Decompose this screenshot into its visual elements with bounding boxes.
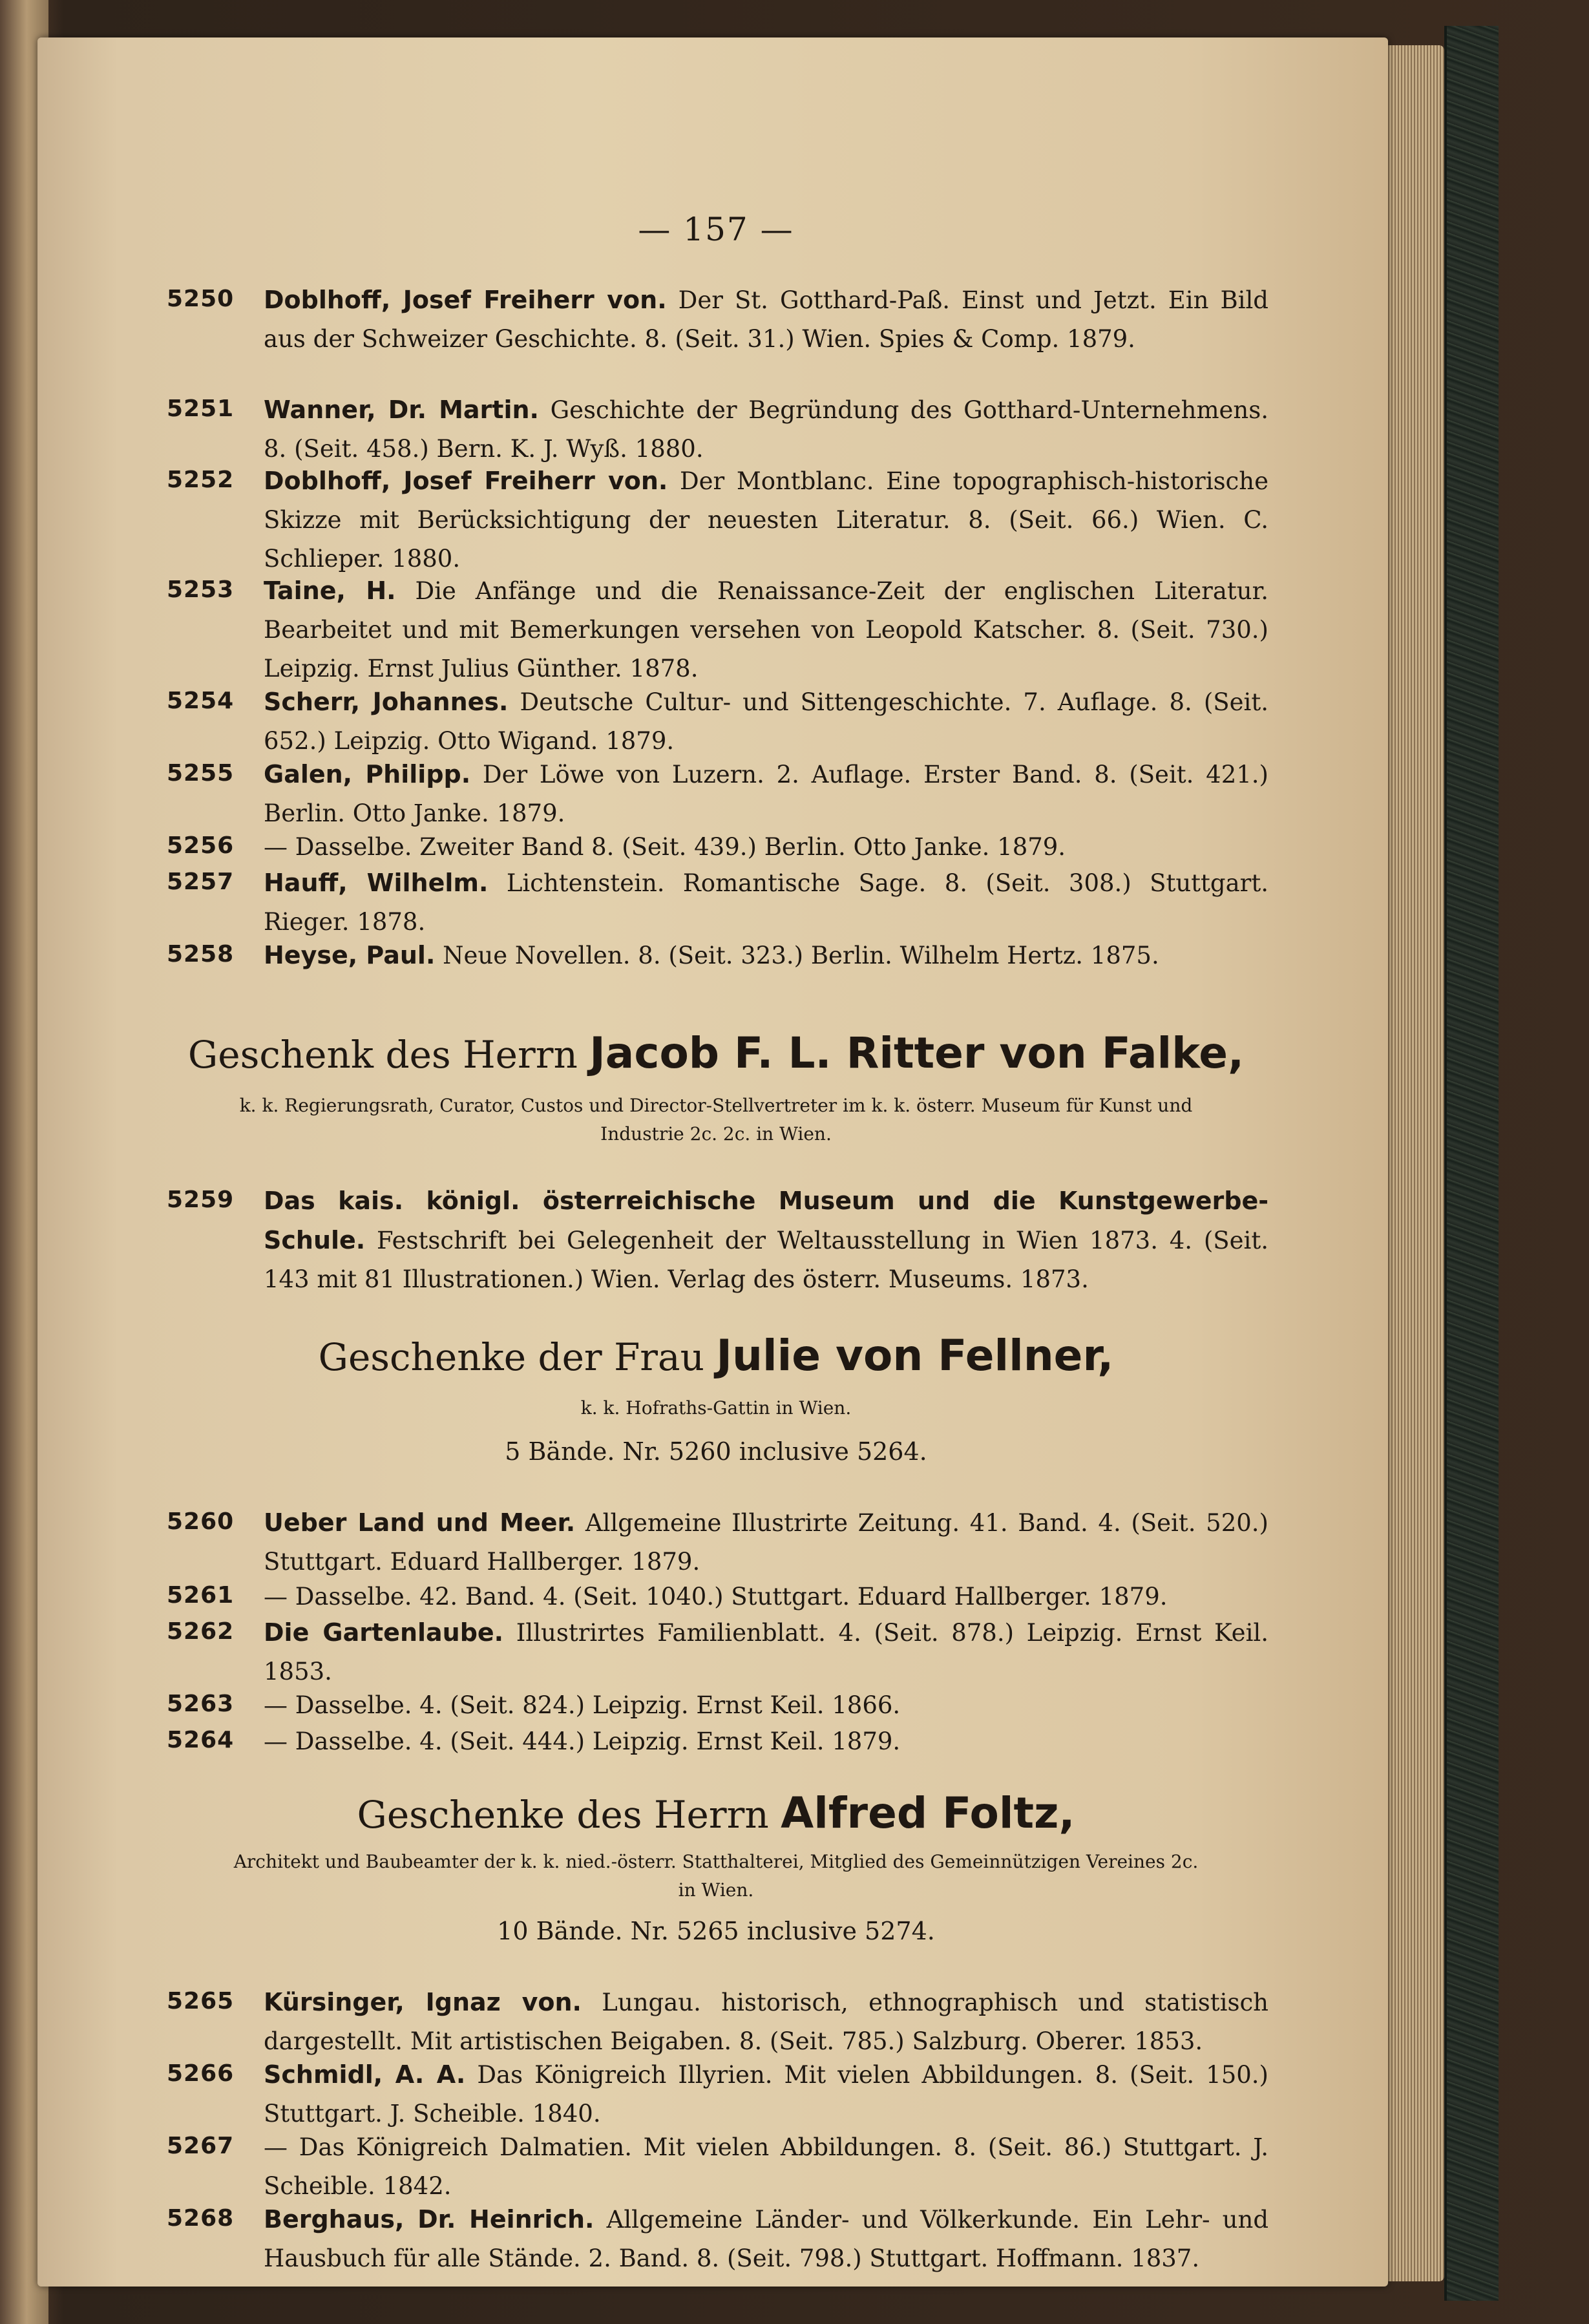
catalog-entry (167, 936, 1265, 975)
book-page (37, 37, 1388, 2287)
catalog-entry (167, 863, 1268, 942)
entry-number: 5251 (167, 396, 235, 422)
entry-author: Doblhoff, Josef Freiherr von. (264, 467, 668, 495)
entry-description: Allgemeine Illustrirte Zeitung. 41. Band. 4. (Seit. 520.) Stuttgart. Eduard Hallberger. 1879. (264, 1509, 1268, 1576)
entry-description: — Das Königreich Dalmatien. Mit vielen Abbildungen. 8. (Seit. 86.) Stuttgart. J. Scheible. 1842. (264, 2133, 1268, 2200)
catalog-entry (167, 280, 1268, 359)
volume-range: 5 Bände. Nr. 5260 inclusive 5264. (505, 1437, 927, 1466)
catalog-entry (167, 827, 1265, 867)
donor-heading-prefix: Geschenk des Herrn (187, 1033, 578, 1077)
catalog-entry (167, 390, 1269, 469)
catalog-entry (167, 571, 1269, 688)
catalog-entry (167, 1722, 1265, 1761)
entry-number: 5263 (167, 1691, 235, 1717)
entry-text (264, 280, 1268, 359)
entry-number: 5262 (167, 1618, 235, 1645)
entry-author: Kürsinger, Ignaz von. (264, 1988, 582, 2016)
entry-number: 5260 (167, 1508, 235, 1535)
entry-author: Die Gartenlaube. (264, 1618, 504, 1647)
catalog-entry (167, 1503, 1268, 1581)
catalog-entry (167, 2055, 1268, 2133)
entry-author: Wanner, Dr. Martin. (264, 396, 539, 424)
catalog-entry (167, 1577, 1265, 1616)
entry-number: 5258 (167, 941, 235, 967)
entry-text (264, 1613, 1268, 1691)
entry-text (264, 461, 1268, 578)
entry-description: Lichtenstein. Romantische Sage. 8. (Seit. 308.) Stuttgart. Rieger. 1878. (264, 869, 1268, 936)
volume-range: 10 Bände. Nr. 5265 inclusive 5274. (497, 1917, 935, 1945)
entry-text (264, 827, 1268, 867)
entry-description: Illustrirtes Familienblatt. 4. (Seit. 878.) Leipzig. Ernst Keil. 1853. (264, 1619, 1268, 1685)
book-cover-edge (1444, 26, 1499, 2301)
entry-text (264, 571, 1268, 688)
donor-title-line: k. k. Hofraths-Gattin in Wien. (580, 1397, 852, 1419)
entry-description: Die Anfänge und die Renaissance-Zeit der englischen Literatur. Bearbeitet und mit Bemerkungen versehen von Leopold Katscher. 8. (Seit. 730.) Leipzig. Ernst Julius Günther. 1878. (264, 577, 1269, 682)
catalog-entry (167, 1685, 1265, 1725)
entry-text (264, 2055, 1268, 2133)
entry-author: Scherr, Johannes. (264, 688, 509, 716)
entry-number: 5255 (167, 760, 235, 787)
entry-description: Geschichte der Begründung des Gotthard-Unternehmens. 8. (Seit. 458.) Bern. K. J. Wyß. 1880. (264, 396, 1269, 463)
entry-text (264, 755, 1268, 833)
donor-title-line: Industrie 2c. 2c. in Wien. (600, 1123, 832, 1145)
page-stack-edge (1383, 45, 1444, 2281)
donor-heading (167, 1028, 1265, 1081)
entry-number: 5268 (167, 2205, 235, 2232)
entry-author: Das kais. königl. österreichische Museum und die Kunstgewerbe-Schule. (264, 1187, 1268, 1254)
donor-heading-prefix: Geschenke des Herrn (357, 1793, 769, 1837)
entry-description: Der Montblanc. Eine topographisch-historische Skizze mit Berücksichtigung der neuesten Literatur. 8. (Seit. 66.) Wien. C. Schlieper. 1880. (264, 467, 1269, 573)
entry-text (264, 1181, 1268, 1299)
entry-description: — Dasselbe. 4. (Seit. 824.) Leipzig. Ernst Keil. 1866. (264, 1691, 901, 1719)
entry-description: Der Löwe von Luzern. 2. Auflage. Erster Band. 8. (Seit. 421.) Berlin. Otto Janke. 1879. (264, 761, 1268, 827)
catalog-entry (167, 1983, 1269, 2061)
entry-description: Neue Novellen. 8. (Seit. 323.) Berlin. Wilhelm Hertz. 1875. (443, 942, 1159, 969)
entry-author: Heyse, Paul. (264, 941, 436, 969)
donor-title-line: in Wien. (678, 1879, 754, 1901)
catalog-entry (167, 2200, 1269, 2278)
entry-text (264, 1577, 1268, 1616)
entry-description: Allgemeine Länder- und Völkerkunde. Ein Lehr- und Hausbuch für alle Stände. 2. Band. 8. (Seit. 798.) Stuttgart. Hoffmann. 1837. (264, 2206, 1269, 2272)
entry-description: Deutsche Cultur- und Sittengeschichte. 7. Auflage. 8. (Seit. 652.) Leipzig. Otto Wigand. 1879. (264, 688, 1268, 755)
entry-description: Der St. Gotthard-Paß. Einst und Jetzt. Ein Bild aus der Schweizer Geschichte. 8. (Seit. 31.) Wien. Spies & Comp. 1879. (264, 286, 1268, 353)
entry-description: Lungau. historisch, ethnographisch und statistisch dargestellt. Mit artistischen Beigaben. 8. (Seit. 785.) Salzburg. Oberer. 1853. (264, 1989, 1269, 2055)
catalog-entry (167, 2128, 1268, 2206)
catalog-entry (167, 682, 1268, 761)
donor-title-line: Architekt und Baubeamter der k. k. nied.-österr. Statthalterei, Mitglied des Gemeinnützigen Vereines 2c. (233, 1851, 1199, 1872)
entry-author: Schmidl, A. A. (264, 2060, 466, 2089)
entry-text (264, 863, 1268, 942)
entry-author: Doblhoff, Josef Freiherr von. (264, 286, 667, 314)
entry-text (264, 1685, 1268, 1725)
entry-author: Taine, H. (264, 576, 396, 605)
catalog-entry (167, 1613, 1268, 1691)
entry-description: — Dasselbe. Zweiter Band 8. (Seit. 439.) Berlin. Otto Janke. 1879. (264, 833, 1066, 861)
donor-name: Alfred Foltz, (781, 1788, 1075, 1838)
catalog-entry (167, 1181, 1268, 1299)
entry-author: Berghaus, Dr. Heinrich. (264, 2205, 595, 2234)
entry-number: 5253 (167, 576, 235, 603)
entry-number: 5257 (167, 869, 235, 895)
entry-text (264, 1503, 1268, 1581)
entry-description: — Dasselbe. 42. Band. 4. (Seit. 1040.) Stuttgart. Eduard Hallberger. 1879. (264, 1583, 1168, 1611)
entry-author: Galen, Philipp. (264, 760, 471, 788)
catalog-entry (167, 755, 1268, 833)
entry-number: 5267 (167, 2133, 235, 2159)
entry-number: 5265 (167, 1988, 235, 2014)
entry-text (264, 1722, 1268, 1761)
entry-author: Ueber Land und Meer. (264, 1508, 576, 1537)
catalog-entry (167, 461, 1269, 578)
donor-heading (167, 1330, 1265, 1383)
donor-name: Jacob F. L. Ritter von Falke, (589, 1028, 1245, 1078)
entry-number: 5252 (167, 467, 235, 493)
entry-author: Hauff, Wilhelm. (264, 869, 489, 897)
entry-number: 5254 (167, 688, 235, 714)
entry-text (264, 390, 1268, 469)
entry-text (264, 2200, 1268, 2278)
entry-description: Festschrift bei Gelegenheit der Weltausstellung in Wien 1873. 4. (Seit. 143 mit 81 Illustrationen.) Wien. Verlag des österr. Museums. 1873. (264, 1227, 1268, 1293)
entry-number: 5264 (167, 1727, 235, 1753)
donor-name: Julie von Fellner, (716, 1331, 1114, 1380)
donor-title-line: k. k. Regierungsrath, Curator, Custos und Director-Stellvertreter im k. k. österr. Museum für Kunst und (239, 1095, 1193, 1116)
entry-text (264, 2128, 1268, 2206)
page-number: — 157 — (638, 211, 794, 248)
entry-description: — Dasselbe. 4. (Seit. 444.) Leipzig. Ernst Keil. 1879. (264, 1727, 901, 1755)
entry-text (264, 936, 1268, 975)
entry-number: 5266 (167, 2060, 235, 2087)
entry-number: 5250 (167, 286, 235, 312)
entry-description: Das Königreich Illyrien. Mit vielen Abbildungen. 8. (Seit. 150.) Stuttgart. J. Scheible. 1840. (264, 2061, 1268, 2128)
entry-text (264, 682, 1268, 761)
entry-number: 5261 (167, 1582, 235, 1609)
entry-text (264, 1983, 1268, 2061)
donor-heading (167, 1788, 1265, 1841)
donor-heading-prefix: Geschenke der Frau (318, 1335, 704, 1379)
entry-number: 5259 (167, 1187, 235, 1213)
entry-number: 5256 (167, 832, 235, 859)
